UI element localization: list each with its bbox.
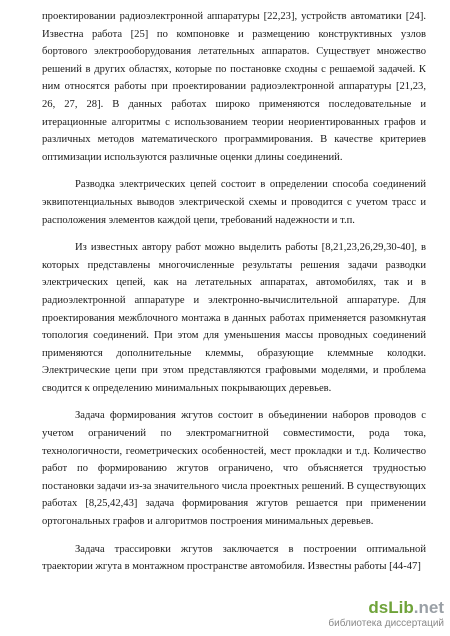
watermark-logo [368, 598, 444, 618]
paragraph-2: Разводка электрических цепей состоит в определении способа соединений эквипотенциальных выводов электрической схемы и проводится с учетом трасс и расположения элементов каждой цепи, требований надежности и т.п. [42, 179, 426, 226]
watermark-logo-lib: Lib [388, 598, 414, 617]
paragraph-3: Из известных автору работ можно выделить работы [8,21,23,26,29,30-40], в которых представлены многочисленные результаты решения задачи разводки электрических цепей, как на летательных аппаратах, автомобилях, так и в радиоэлектронной аппаратуре и электронно-вычислительной аппаратуре. Для проектирования межблочного монтажа в данных работах применяется разомкнутая топология соединений. При этом для уменьшения массы проводных соединений применяются дополнительные клеммы, образующие клеммные колодки. Электрические цепи при этом представляются графовыми моделями, и проблема сводится к определению минимальных покрывающих деревьев. [42, 242, 426, 394]
paragraph-5: Задача трассировки жгутов заключается в построении оптимальной траектории жгута в монтажном пространстве автомобиля. Известны работы [44-47] [42, 543, 426, 573]
paragraph-1: проектировании радиоэлектронной аппаратуры [22,23], устройств автоматики [24]. Известна работа [25] по компоновке и размещению конструктивных узлов бортового электрооборудования летательных аппаратов. Существует множество решений в других областях, которые по постановке сходны с решаемой задачей. К ним относятся работы при проектировании радиоэлектронной аппаратуры [21,23, 26, 27, 28]. В данных работах широко применяются последовательные и итерационные алгоритмы с использованием теории неориентированных графов и различных методов математического программирования. В качестве критериев оптимизации используются различные оценки длины соединений. [42, 11, 426, 163]
watermark-subtitle: библиотека диссертаций [328, 618, 444, 629]
watermark-logo-net: .net [413, 598, 444, 617]
dslib-watermark [316, 598, 444, 632]
watermark-logo-ds: ds [368, 598, 389, 617]
paragraph-4: Задача формирования жгутов состоит в объединении наборов проводов с учетом ограничений по электромагнитной совместимости, рода тока, технологичности, геометрических особенностей, мест прокладки и т.д. Количество работ по формированию жгутов ограничено, что объясняется трудностью постановки задачи из-за значительного числа проектных решений. В существующих работах [8,25,42,43] задача формирования жгутов решается при применении ортогональных графов и алгоритмов построения минимальных деревьев. [42, 410, 426, 528]
body-text [42, 8, 426, 576]
